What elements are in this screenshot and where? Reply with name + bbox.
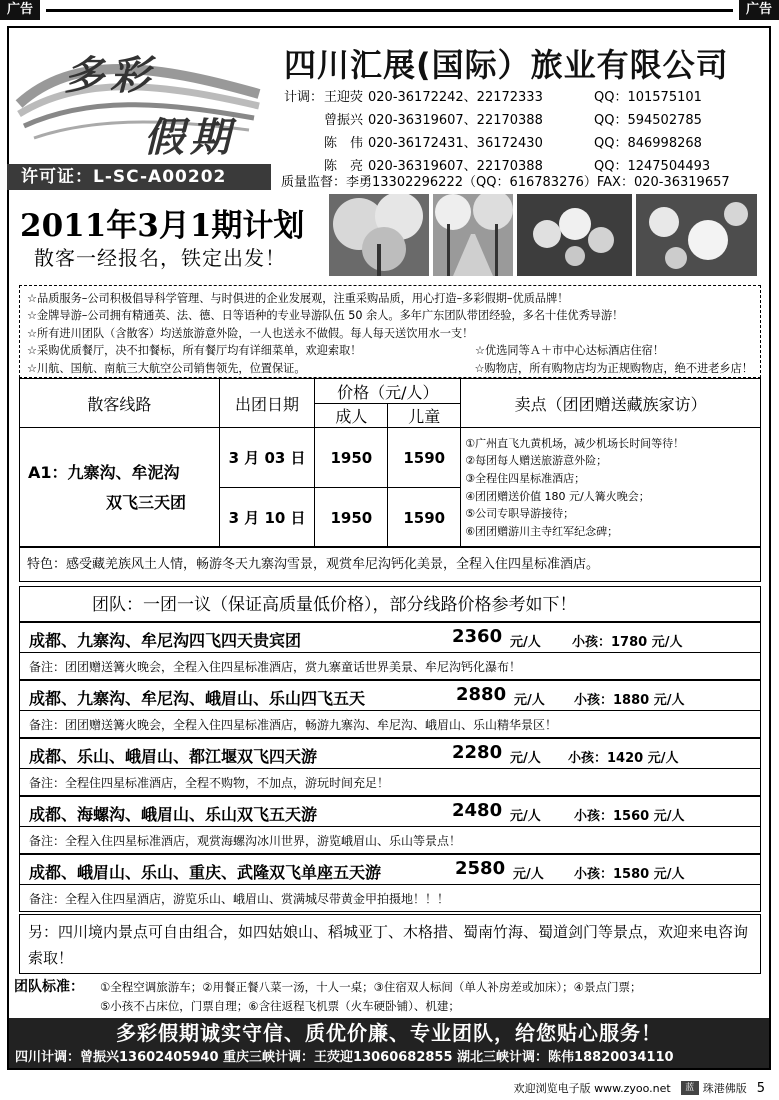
tour-price-table — [19, 378, 761, 548]
duocai-logo — [14, 34, 264, 162]
group-route-note: 备注：全程住四星标准酒店，全程不购物，不加点，游玩时间充足！ — [29, 776, 390, 790]
group-route-price: 2280 — [452, 742, 503, 763]
selling-point: ⑤公司专职导游接待； — [465, 507, 575, 521]
route-a1 — [20, 428, 220, 548]
group-route-price: 2880 — [456, 684, 507, 705]
group-route-unit: 元/人 — [510, 809, 541, 824]
group-route-unit: 元/人 — [510, 635, 541, 650]
divider — [20, 768, 760, 769]
header-date: 出团日期 — [219, 379, 315, 428]
group-route-price: 2360 — [452, 626, 503, 647]
ad-rule — [46, 9, 733, 12]
contact-qq-label: QQ： — [594, 113, 628, 128]
group-route — [19, 854, 761, 912]
footer-text: 欢迎浏览电子版 www.zyoo.net — [513, 1082, 671, 1095]
selling-point: ⑥团团赠游川主寺红军纪念碑； — [465, 524, 619, 538]
contact-row — [284, 86, 710, 109]
contact-qq-label: QQ： — [594, 90, 628, 105]
ad-label-right: 广告 — [739, 0, 779, 20]
child-price: 1590 — [388, 488, 461, 548]
contact-name: 陈 亮 — [324, 159, 364, 174]
divider — [20, 652, 760, 653]
contact-phone: 020-36319607、22170388 — [368, 159, 543, 174]
group-route-price: 2580 — [455, 858, 506, 879]
selling-point: ①广州直飞九黄机场，减少机场长时间等待！ — [465, 436, 685, 450]
group-route-name: 成都、峨眉山、乐山、重庆、武隆双飞单座五天游 — [29, 863, 382, 882]
license-number: 许可证：L-SC-A00202 — [7, 164, 271, 190]
feature-list — [19, 285, 761, 378]
selling-point: ②每团每人赠送旅游意外险； — [465, 454, 608, 468]
header-adult: 成人 — [315, 404, 388, 428]
group-route — [19, 738, 761, 796]
blossom-photo-4 — [636, 194, 757, 276]
ad-bar — [0, 0, 779, 22]
feature-item: ☆品质服务–公司积极倡导科学管理、与时俱进的企业发展观，注重采购品质，用心打造–多彩假期–优质品牌！ — [27, 292, 569, 305]
group-route-name: 成都、海螺沟、峨眉山、乐山双飞五天游 — [29, 805, 318, 824]
contact-phone: 020-36172431、36172430 — [368, 136, 543, 151]
contact-row — [284, 132, 710, 155]
group-route-name: 成都、乐山、峨眉山、都江堰双飞四天游 — [29, 747, 318, 766]
group-route — [19, 680, 761, 738]
route-a1-type: 双飞三天团 — [106, 492, 187, 512]
departure-date: 3 月 10 日 — [219, 488, 315, 548]
feature-item: ☆所有进川团队（含散客）均送旅游意外险，一人也送永不做假。每人每天送饮用水一支！ — [27, 326, 474, 340]
contact-qq: 101575101 — [627, 90, 702, 105]
divider — [20, 826, 760, 827]
group-standard-label: 团队标准： — [14, 979, 84, 995]
group-route-price: 2480 — [452, 800, 503, 821]
feature-item-right: ☆购物店，所有购物店均为正规购物店，绝不进老乡店！ — [474, 361, 753, 375]
header-selling-points: 卖点（团团赠送藏族家访） — [461, 379, 761, 428]
feature-item-left: ☆采购优质餐厅，决不扣餐标，所有餐厅均有详细菜单，欢迎索取！ — [27, 344, 362, 358]
departure-date: 3 月 03 日 — [219, 428, 315, 488]
selling-point: ④团团赠送价值 180 元/人篝火晚会； — [465, 489, 650, 503]
feature-item-left: ☆川航、国航、南航三大航空公司销售领先，位置保证。 — [27, 361, 306, 375]
contacts-block — [284, 86, 710, 178]
contact-phone: 020-36172242、22172333 — [368, 90, 543, 105]
page-number: 5 — [756, 1080, 765, 1096]
group-route-note: 备注：团团赠送篝火晚会，全程入住四星标准酒店，畅游九寨沟、牟尼沟、峨眉山、乐山精华景区！ — [29, 718, 558, 732]
group-route-child-price: 小孩：1880 元/人 — [574, 693, 685, 708]
custom-combination-note: 另：四川境内景点可自由组合，如四姑娘山、稻城亚丁、木格措、蜀南竹海、蜀道剑门等景点，欢迎来电咨询索取！ — [19, 914, 761, 974]
group-route-child-price: 小孩：1420 元/人 — [568, 751, 679, 766]
ad-label-left: 广告 — [0, 0, 40, 20]
group-route-note: 备注：全程入住四星标准酒店，观赏海螺沟冰川世界，游览峨眉山、乐山等景点！ — [29, 834, 462, 848]
blossom-photo-2 — [433, 194, 513, 276]
group-route-name: 成都、九寨沟、牟尼沟、峨眉山、乐山四飞五天 — [29, 689, 366, 708]
header-price: 价格（元/人） — [315, 379, 461, 404]
group-standard-line: ①全程空调旅游车；②用餐正餐八菜一汤，十人一桌；③住宿双人标间（单人补房差或加床）；④景点门票； — [100, 980, 642, 994]
quality-supervision: 质量监督：李勇13302296222（QQ：616783276）FAX：020-36319657 — [281, 175, 730, 190]
adult-price: 1950 — [315, 488, 388, 548]
divider — [20, 884, 760, 885]
plan-subtitle: 散客一经报名，铁定出发！ — [34, 246, 286, 270]
contact-qq-label: QQ： — [594, 136, 628, 151]
group-route-unit: 元/人 — [514, 693, 545, 708]
footer-badge-icon: 蓝 — [681, 1081, 699, 1095]
logo-text-1: 多彩 — [64, 52, 156, 99]
contact-name: 陈 伟 — [324, 136, 364, 151]
contacts-label: 计调： — [284, 90, 324, 105]
adult-price: 1950 — [315, 428, 388, 488]
group-route-child-price: 小孩：1560 元/人 — [574, 809, 685, 824]
group-route — [19, 622, 761, 680]
page-footer — [514, 1080, 765, 1096]
group-standard-line: ⑤小孩不占床位，门票自理；⑥含往返程飞机票（火车硬卧铺）、机建； — [100, 999, 460, 1013]
route-feature-note: 特色：感受藏羌族风土人情，畅游冬天九寨沟雪景，观赏牟尼沟钙化美景，全程入住四星标准酒店。 — [19, 546, 761, 582]
slogan-banner: 多彩假期诚实守信、质优价廉、专业团队，给您贴心服务！ — [9, 1018, 769, 1048]
blossom-photo-3 — [517, 194, 632, 276]
group-route-unit: 元/人 — [510, 751, 541, 766]
regional-contacts: 四川计调：曾振兴13602405940 重庆三峡计调：王荧迎13060682855 湖北三峡计调：陈伟18820034110 — [9, 1048, 769, 1068]
contact-phone: 020-36319607、22170388 — [368, 113, 543, 128]
group-route — [19, 796, 761, 854]
group-route-note: 备注：全程入住四星酒店，游览乐山、峨眉山、赏满城尽带黄金甲拍摄地！！！ — [29, 892, 450, 906]
plan-title: 2011年3月1期计划 — [20, 208, 305, 244]
feature-item-right: ☆优选同等Ａ＋市中心达标酒店住宿！ — [475, 344, 665, 358]
selling-points — [461, 428, 761, 548]
child-price: 1590 — [388, 428, 461, 488]
group-route-name: 成都、九寨沟、牟尼沟四飞四天贵宾团 — [29, 631, 302, 650]
group-heading: 团队：一团一议（保证高质量低价格），部分线路价格参考如下！ — [19, 586, 761, 622]
company-name: 四川汇展(国际）旅业有限公司 — [284, 46, 729, 84]
divider — [20, 710, 760, 711]
group-route-note: 备注：团团赠送篝火晚会，全程入住四星标准酒店，赏九寨童话世界美景、牟尼沟钙化瀑布！ — [29, 660, 522, 674]
selling-point: ③全程住四星标准酒店； — [465, 471, 586, 485]
feature-item — [27, 360, 753, 377]
feature-item — [27, 342, 753, 359]
logo-text-2: 假期 — [144, 114, 236, 161]
contact-qq-label: QQ： — [594, 159, 628, 174]
contact-qq: 1247504493 — [627, 159, 711, 174]
contact-qq: 846998268 — [627, 136, 702, 151]
header-child: 儿童 — [388, 404, 461, 428]
blossom-photo-1 — [329, 194, 429, 276]
group-route-unit: 元/人 — [513, 867, 544, 882]
group-route-child-price: 小孩：1780 元/人 — [572, 635, 683, 650]
contact-row — [284, 109, 710, 132]
contact-qq: 594502785 — [627, 113, 702, 128]
header-route: 散客线路 — [20, 379, 220, 428]
contact-name: 曾振兴 — [324, 113, 364, 128]
group-route-child-price: 小孩：1580 元/人 — [574, 867, 685, 882]
footer-brand: 珠港佛版 — [702, 1082, 747, 1095]
feature-item: ☆金牌导游–公司拥有精通英、法、德、日等语种的专业导游队伍 50 余人。多年广东团队带团经验，多名十佳优秀导游！ — [27, 309, 624, 323]
contact-name: 王迎荧 — [324, 90, 364, 105]
route-a1-name: A1：九寨沟、牟泥沟 — [28, 462, 180, 482]
